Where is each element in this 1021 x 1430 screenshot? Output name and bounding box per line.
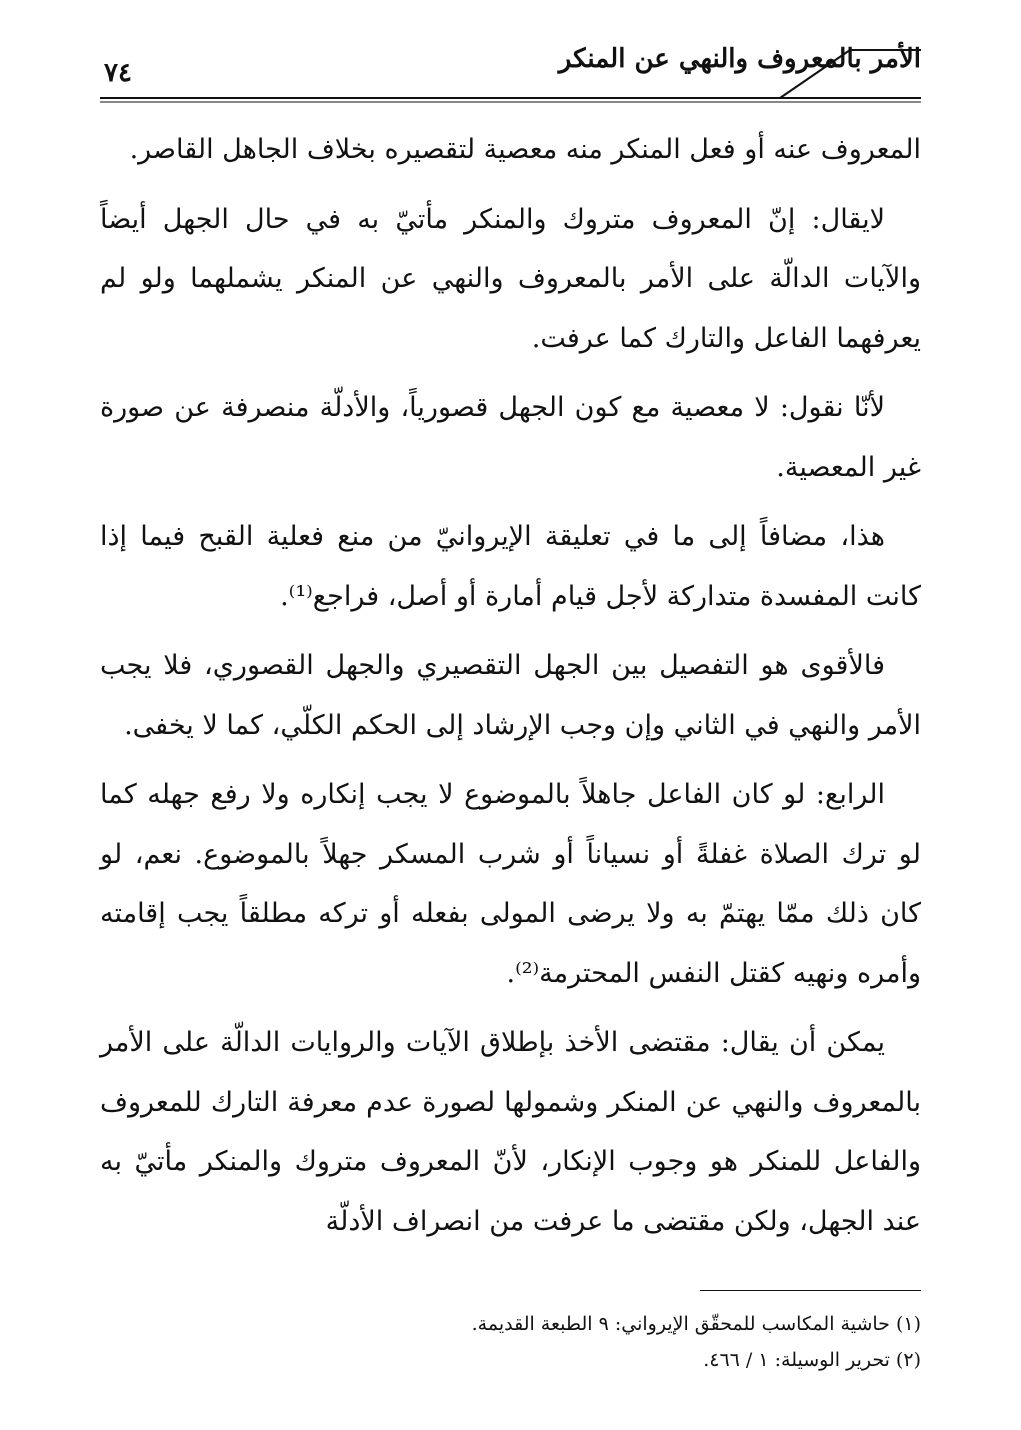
paragraph: هذا، مضافاً إلى ما في تعليقة الإيروانيّ من منع فعلية القبح فيما إذا كانت المفسدة متداركة لأجل قيام أمارة أو أصل، فراجع⁽¹⁾. <box>100 521 921 612</box>
paragraph: الرابع: لو كان الفاعل جاهلاً بالموضوع لا يجب إنكاره ولا رفع جهله كما لو ترك الصلاة غفلةً أو نسياناً أو شرب المسكر جهلاً بالموضوع. نعم، لو كان ذلك ممّا يهتمّ به ولا يرضى المولى بفعله أو تركه مطلقاً يجب إقامته وأمره ونهيه كقتل النفس المحترمة⁽²⁾. <box>100 779 921 989</box>
paragraph: فالأقوى هو التفصيل بين الجهل التقصيري والجهل القصوري، فلا يجب الأمر والنهي في الثاني وإن وجب الإرشاد إلى الحكم الكلّي، كما لا يخفى. <box>100 650 921 741</box>
paragraph: يمكن أن يقال: مقتضى الأخذ بإطلاق الآيات والروايات الدالّة على الأمر بالمعروف والنهي عن المنكر وشمولها لصورة عدم معرفة التارك للمعروف والفاعل للمنكر هو وجوب الإنكار، لأنّ المعروف متروك والمنكر مأتيّ به عند الجهل، ولكن مقتضى ما عرفت من انصراف الأدلّة <box>100 1027 921 1237</box>
paragraph: لأنّا نقول: لا معصية مع كون الجهل قصورياً، والأدلّة منصرفة عن صورة غير المعصية. <box>100 392 921 483</box>
footnote: (١) حاشية المكاسب للمحقّق الإيرواني: ٩ الطبعة القديمة. <box>471 1313 921 1335</box>
footnote-separator <box>700 1290 921 1291</box>
footnote: (٢) تحرير الوسيلة: ١ / ٤٦٦. <box>703 1349 921 1371</box>
paragraph: لايقال: إنّ المعروف متروك والمنكر مأتيّ به في حال الجهل أيضاً والآيات الدالّة على الأمر بالمعروف والنهي عن المنكر يشملهما ولو لم يعرفهما الفاعل والتارك كما عرفت. <box>100 203 921 354</box>
page-number: ٧٤ <box>104 58 132 88</box>
body-text <box>100 120 921 1261</box>
paragraph: المعروف عنه أو فعل المنكر منه معصية لتقصيره بخلاف الجاهل القاصر. <box>129 134 921 165</box>
footnotes <box>100 1306 921 1378</box>
running-header-title: الأمر بالمعروف والنهي عن المنكر <box>558 44 921 74</box>
